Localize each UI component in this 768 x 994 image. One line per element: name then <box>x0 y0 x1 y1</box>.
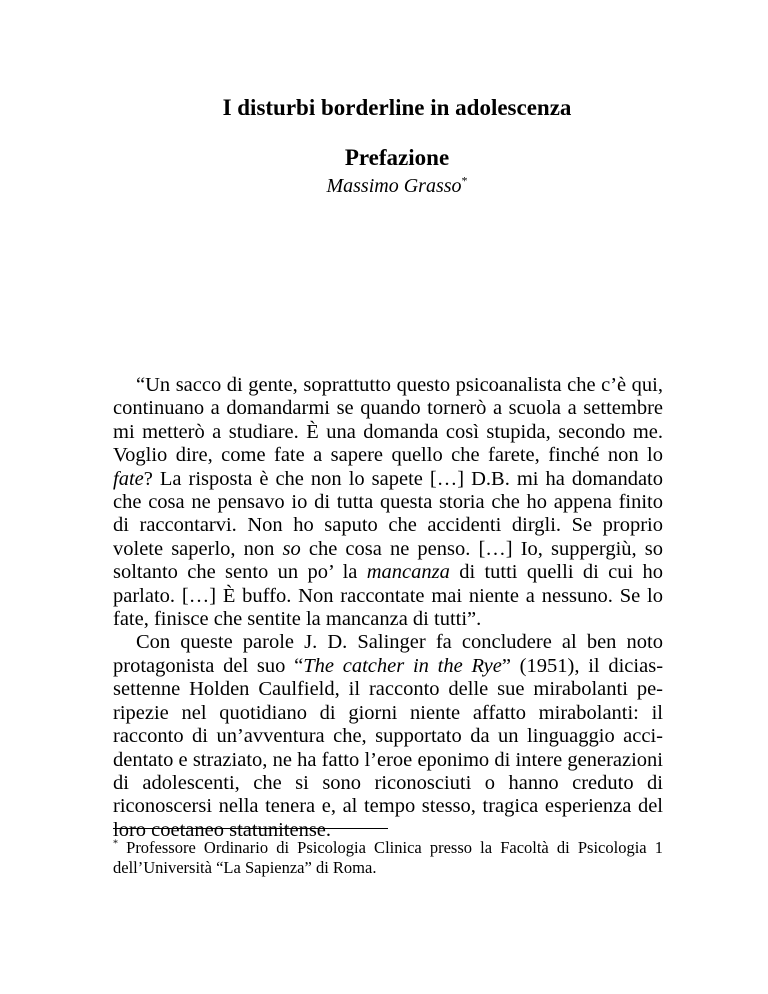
book-title: I disturbi borderline in adolescenza <box>222 95 572 120</box>
footnote-marker: * <box>113 838 118 850</box>
author-line <box>0 175 768 198</box>
text-span: Con queste parole J. D. Salinger fa concludere al ben noto protagonista del suo “ <box>113 631 663 677</box>
footnote-text: Professore Ordinario di Psicologia Clinica presso la Facoltà di Psicologia 1 dell’Università “La Sapienza” di Roma. <box>113 838 663 877</box>
text-span: di tutti quelli di cui ho parlato. […] È buffo. Non raccontate mai niente a nessuno. Se lo fate, finisce che sentite la mancanza di tutti”. <box>113 561 663 631</box>
emphasis: fate <box>113 467 144 490</box>
text-span: che cosa ne penso. […] Io, suppergiù, so soltanto che sento un po’ la <box>113 537 663 584</box>
footnote <box>113 838 663 877</box>
paragraph-quote <box>113 374 663 631</box>
text-span: ” (1951), il diciassettenne Holden Caulfield, il racconto delle sue mirabolanti peripezie nel quotidiano di giorni niente affatto mirabolanti: il racconto di un’avventura che, supportato da un linguaggio accidentato e straziato, ne ha fatto l’eroe eponimo di intere generazioni di adolescenti, che si sono riconosciuti o hanno creduto di riconoscersi nella tenera e, al tempo stesso, tragica esperienza del loro coetaneo statunitense. <box>113 654 664 841</box>
paragraph-commentary <box>113 631 663 842</box>
emphasis: mancanza <box>366 561 450 584</box>
book-title-emphasis: The catcher in the Rye <box>303 654 502 677</box>
text-span: ? La risposta è che non lo sapete […] D.B. mi ha domandato che cosa ne pensavo io di tutta questa storia che ho appena finito di raccontarvi. Non ho saputo che accidenti dirgli. Se proprio volete saperlo, non <box>113 467 663 560</box>
body-text <box>113 374 663 842</box>
author-footnote-marker[interactable]: * <box>461 173 468 188</box>
author-name: Massimo Grasso <box>326 175 462 197</box>
section-title: Prefazione <box>344 145 450 170</box>
text-span: “Un sacco di gente, soprattutto questo psicoanalista che c’è qui, continuano a domandarmi se quando tornerò a scuola a settembre mi metterò a studiare. È una domanda così stupida, secondo me. Voglio dire, come fate a sapere quello che farete, finché non lo <box>113 374 663 467</box>
emphasis: so <box>282 537 301 560</box>
footnote-divider <box>113 828 388 829</box>
